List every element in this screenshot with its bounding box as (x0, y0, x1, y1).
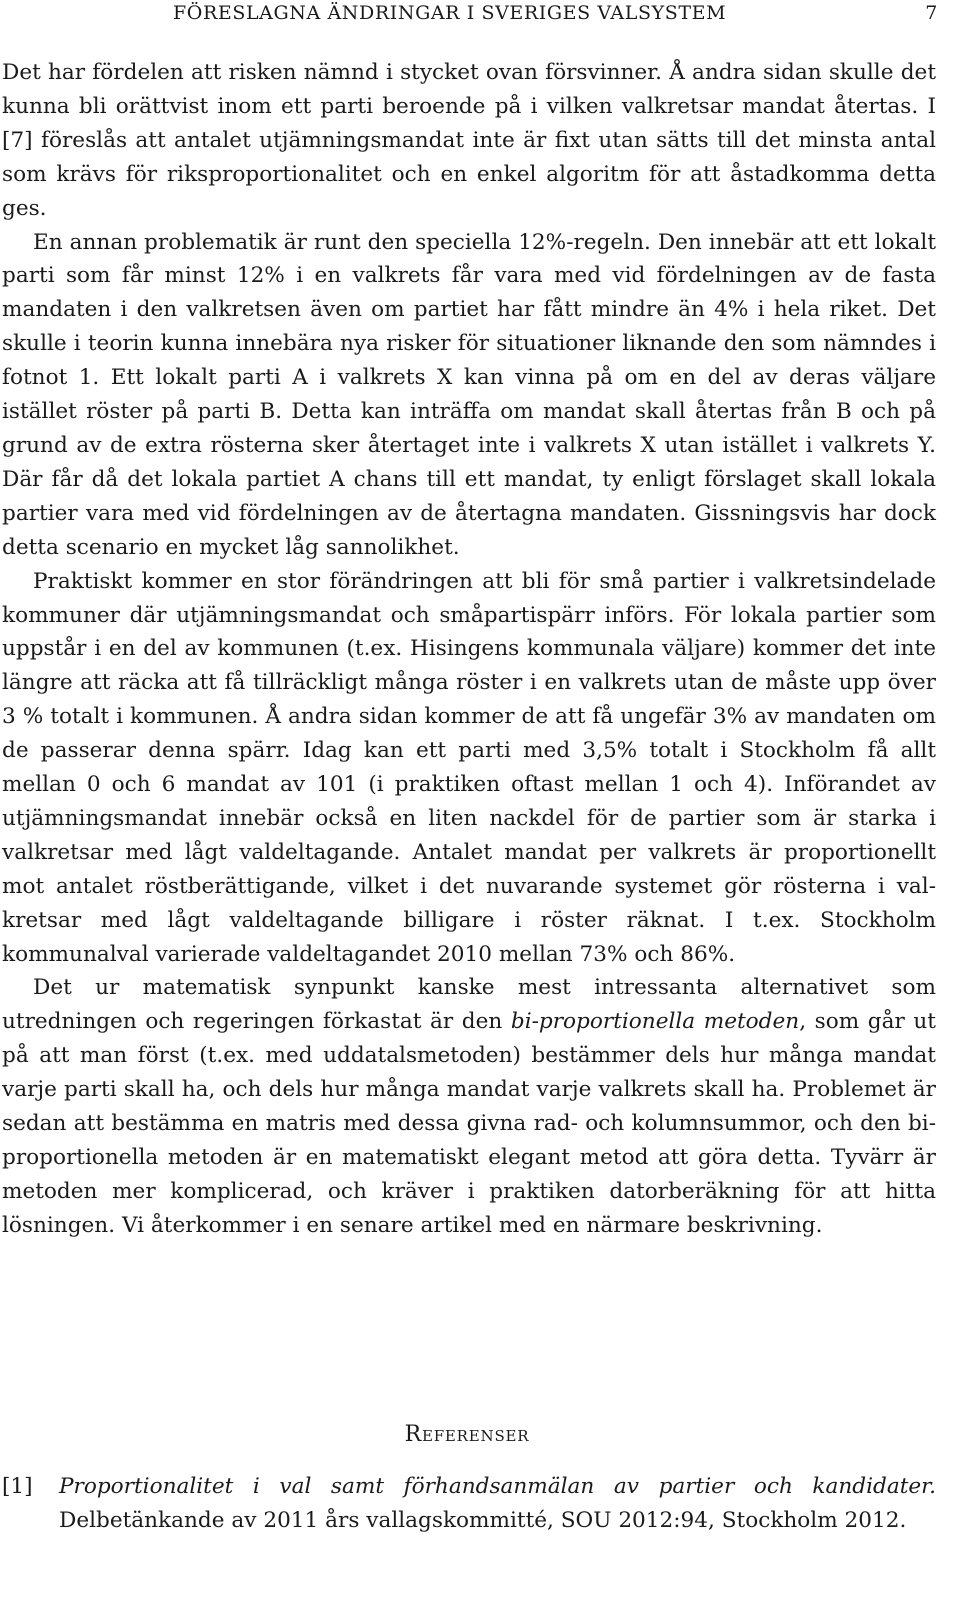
paragraph-3: Praktiskt kommer en stor förändringen att bli för små partier i valkretsindelade kommuner där utjämningsmandat och småpartispärr införs. För lokala partier som uppstår i en del av kommunen (t.ex. Hisingens kommunala väljare) kommer det inte längre att räcka att få tillräckligt många röster i en valkrets utan de måste upp över 3 % totalt i kommunen. Å andra sidan kommer de att få ungefär 3% av mandaten om de passerar denna spärr. Idag kan ett parti med 3,5% totalt i Stockholm få allt mellan 0 och 6 mandat av 101 (i praktiken oftast mellan 1 och 4). Införandet av utjämningsmandat innebär också en liten nackdel för de partier som är starka i valkretsar med lågt valdeltagande. Antalet mandat per valkrets är proportionellt mot antalet röstberättigande, vilket i det nuvarande systemet gör rösterna i valkretsar med lågt valdeltagande billigare i röster räknat. I t.ex. Stockholm kommunalval varierade valdeltagandet 2010 mellan 73% och 86%. (2, 568, 936, 967)
reference-title: Proportionalitet i val samt förhandsanmälan av partier och kandidater. (59, 1474, 936, 1499)
running-title: FÖRESLAGNA ÄNDRINGAR I SVERIGES VALSYSTEM (173, 2, 727, 24)
reference-label: [1] (2, 1474, 33, 1499)
reference-details: Delbetänkande av 2011 års vallagskommitté, SOU 2012:94, Stockholm 2012. (59, 1508, 907, 1533)
paragraph-2: En annan problematik är runt den speciella 12%-regeln. Den innebär att ett lokalt parti som får minst 12% i en valkrets får vara med vid fördelningen av de fasta mandaten i den valkretsen även om partiet har fått mindre än 4% i hela riket. Det skulle i teorin kunna innebära nya risker för situationer liknande den som nämndes i fotnot 1. Ett lokalt parti A i valkrets X kan vinna på om en del av deras väljare istället röster på parti B. Detta kan inträffa om mandat skall återtas från B och på grund av de extra rösterna sker återtaget inte i valkrets X utan istället i valkrets Y. Där får då det lokala partiet A chans till ett mandat, ty enligt förslaget skall lokala partier vara med vid fördelningen av de återtagna mandaten. Gissningsvis har dock detta scenario en mycket låg sannolikhet. (2, 229, 936, 560)
page-number: 7 (925, 2, 938, 24)
paragraph-4 (2, 971, 936, 1242)
paragraph-1: Det har fördelen att risken nämnd i stycket ovan försvinner. Å andra sidan skulle det kunna bli orättvist inom ett parti beroende på i vilken valkretsar mandat återtas. I [7] föreslås att antalet utjämningsmandat inte är fixt utan sätts till det minsta antal som krävs för riksproportionalitet och en enkel algoritm för att åstadkomma detta ges. (2, 60, 936, 221)
reference-item (2, 1470, 936, 1538)
paragraph-4-end: , som går ut på att man först (t.ex. med uddatalsmetoden) bestämmer dels hur många mandat varje parti skall ha, och dels hur många mandat varje valkrets skall ha. Problemet är sedan att bestämma en matris med dessa givna rad- och kolumnsummor, och den bi-proportionella metoden är en matematiskt elegant metod att göra detta. Tyvärr är metoden mer komplicerad, och kräver i praktiken datorberäkning för att hitta lösningen. Vi återkommer i en senare artikel med en närmare beskrivning. (2, 1009, 936, 1238)
method-name-emphasis: bi-proportionella metoden (510, 1009, 800, 1035)
paragraph-4-start: Det ur matematisk synpunkt kanske mest intressanta alternativet som utredningen och regeringen förkastat är den (2, 975, 936, 1035)
references-heading: Referenser (404, 1422, 530, 1447)
reference-body (59, 1470, 936, 1538)
running-head (0, 2, 938, 32)
body-text (2, 56, 936, 1243)
